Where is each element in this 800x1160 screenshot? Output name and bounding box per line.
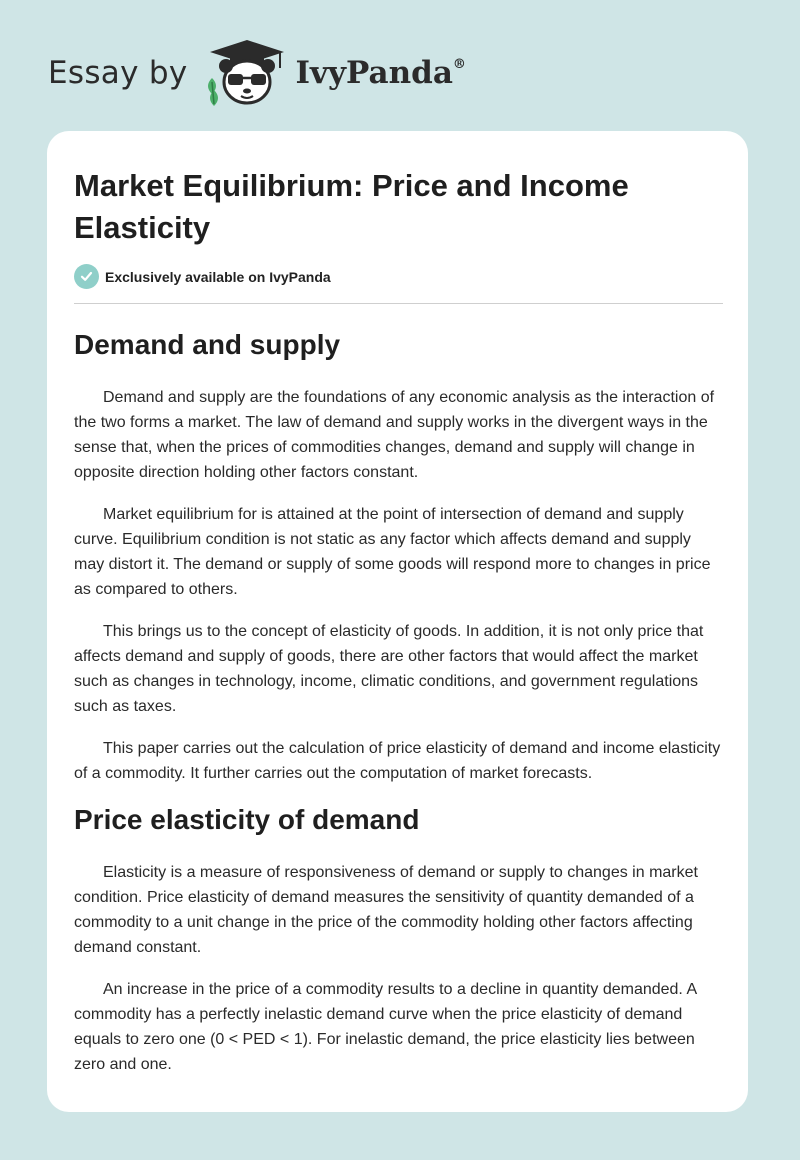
paragraph: Elasticity is a measure of responsiveness of demand or supply to changes in market condition. Price elasticity of demand measures the sensitivity of quantity demanded of a commodity to a unit change in the price of the commodity holding other factors affecting demand constant. <box>74 864 698 956</box>
article-body <box>74 328 723 1094</box>
brand-name[interactable]: IvyPanda® <box>295 55 466 91</box>
paragraph: Demand and supply are the foundations of any economic analysis as the interaction of the two forms a market. The law of demand and supply works in the divergent ways in the sense that, when the prices of commodities changes, demand and supply will change in opposite direction holding other factors constant. <box>74 389 715 481</box>
section-heading: Price elasticity of demand <box>74 804 420 835</box>
exclusive-badge <box>74 264 331 289</box>
paragraph: This brings us to the concept of elasticity of goods. In addition, it is not only price that affects demand and supply of goods, there are other factors that would affect the market such as changes in technology, income, climatic conditions, and government regulations such as taxes. <box>74 623 704 715</box>
paragraph: Market equilibrium for is attained at the point of intersection of demand and supply curve. Equilibrium condition is not static as any factor which affects demand and supply may distort it. The demand or supply of some goods will respond more to changes in price as compared to others. <box>74 506 711 598</box>
article-card <box>47 131 748 1112</box>
site-header <box>48 38 466 108</box>
panda-logo-icon <box>202 38 292 108</box>
section-heading: Demand and supply <box>74 329 341 360</box>
page-title: Market Equilibrium: Price and Income Elasticity <box>74 168 629 245</box>
divider <box>74 303 723 304</box>
essay-by-label: Essay by <box>48 55 188 91</box>
paragraph: An increase in the price of a commodity results to a decline in quantity demanded. A commodity has a perfectly inelastic demand curve when the price elasticity of demand equals to zero one (0 < PED < 1). For inelastic demand, the price elasticity lies between zero and one. <box>74 981 697 1073</box>
paragraph: This paper carries out the calculation of price elasticity of demand and income elasticity of a commodity. It further carries out the computation of market forecasts. <box>74 740 721 782</box>
badge-text: Exclusively available on IvyPanda <box>105 268 331 285</box>
registered-mark: ® <box>452 56 466 72</box>
check-icon <box>74 264 99 289</box>
